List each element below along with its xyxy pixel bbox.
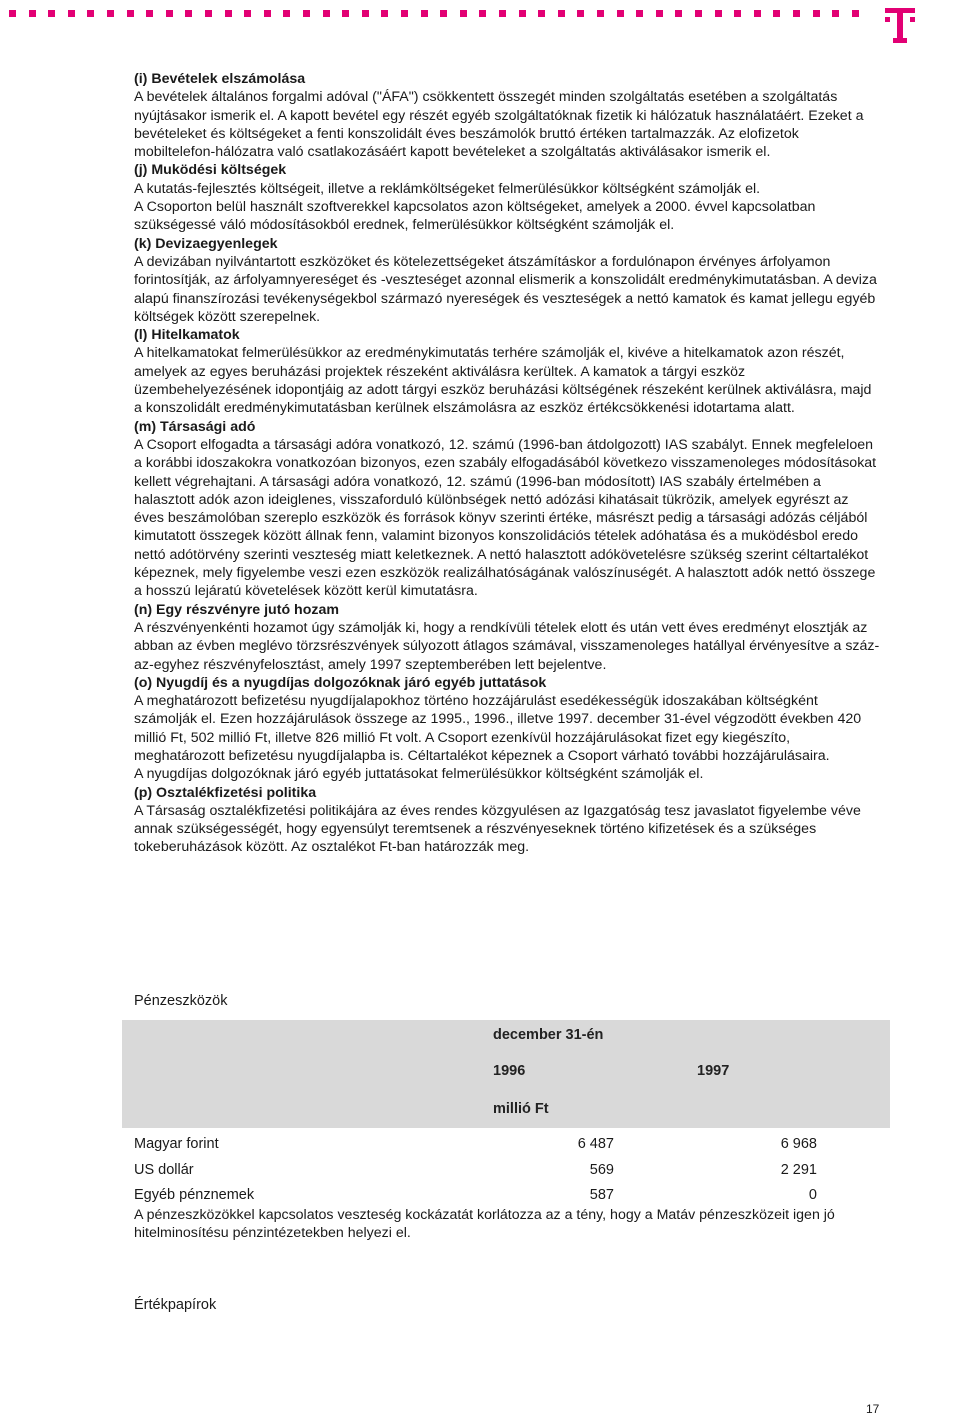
header-dot <box>656 10 663 17</box>
table-row <box>122 1132 890 1158</box>
section-heading: (m) Társasági adó <box>134 418 256 435</box>
row-1996: 569 <box>589 1161 614 1178</box>
cash-table-label: Pénzeszközök <box>134 993 228 1009</box>
row-1996: 587 <box>589 1187 614 1203</box>
section-paragraph: A Csoport elfogadta a társasági adóra vonatkozó, 12. számú (1996-ban átdolgozott) IAS szabályt. Ennek megfeleloen a korábbi idoszakokra vonatkozóan bizonyos, ezen szabály elfogadásából következo visszamenoleges módosításokat kellett végrehajtani. A társasági adóra vonatkozó, 12. számú (1996-ban módosított) IAS szabály értelmében a halasztott adók azon ideiglenes, visszaforduló különbségek nettó adózási kihatásait tükrözik, amelyek egyrészt az éves beszámolóban szereplo eszközök és források könyv szerinti értéke, másrészt pedig a társasági adózás céljából kimutatott összegek között állnak fenn, valamint bizonyos konszolidációs tételek adóhatása és a muködésbol eredo nettó adótörvény szerinti veszteség miatt keletkeznek. A nettó halasztott adókövetelésre szükség szerint céltartalékot képeznek, mely figyelembe veszi ezen eszközök realizálhatóságának valószínuségét. A halasztott adók nettó összege a hosszú lejáratú követelések között kerül kimutatásra. <box>134 436 877 600</box>
header-dot <box>166 10 173 17</box>
header-dot <box>636 10 643 17</box>
section-paragraph: A kutatás-fejlesztés költségeit, illetve a reklámköltségeket felmerülésükkor költségként számolják el. <box>134 180 761 197</box>
policies-text <box>134 70 882 857</box>
header-dot <box>323 10 330 17</box>
header-dot <box>381 10 388 17</box>
header-date: december 31-én <box>493 1027 604 1043</box>
header-dot <box>264 10 271 17</box>
header-dot <box>29 10 36 17</box>
header-dot <box>832 10 839 17</box>
header-dot <box>617 10 624 17</box>
header-dot <box>421 10 428 17</box>
header-dot <box>675 10 682 17</box>
header-dot <box>793 10 800 17</box>
header-dot <box>538 10 545 17</box>
header-dot-line <box>0 10 875 22</box>
header-dot <box>558 10 565 17</box>
section-heading: (l) Hitelkamatok <box>134 327 240 344</box>
header-dot <box>695 10 702 17</box>
header-dot <box>401 10 408 17</box>
header-dot <box>734 10 741 17</box>
header-1996: 1996 <box>493 1063 526 1079</box>
section-paragraph: A Társaság osztalékfizetési politikájára az éves rendes közgyulésen az Igazgatóság tesz javaslatot figyelembe véve annak szükségességét, hogy egyensúlyt teremtsenek a részvényeseknek történo kifizetések és a szükséges tokeberuházások között. Az osztalékot Ft-ban határozzák meg. <box>134 802 861 856</box>
header-dot <box>48 10 55 17</box>
section-heading: (k) Devizaegyenlegek <box>134 235 278 252</box>
section-paragraph: A nyugdíjas dolgozóknak járó egyéb juttatásokat felmerülésükkor költségként számolják el. <box>134 766 704 783</box>
section-paragraph: A bevételek általános forgalmi adóval ("ÁFA") csökkentett összegét minden szolgáltatás esetében a szolgáltatás nyújtásakor ismerik el. A kapott bevétel egy részét egyéb szolgáltatóknak fizetik ki hálózatuk használatáért. Ezeket a bevételeket és költségeket a fenti konszolidált éves beszámolók bruttó értéken tartalmazzák. Az elofizetok mobiltelefon-hálózatra való csatlakozásáért kapott bevételeket a szolgáltatás aktiválásakor ismerik el. <box>134 89 864 161</box>
header-dot <box>185 10 192 17</box>
section-paragraph: A meghatározott befizetésu nyugdíjalapokhoz történo hozzájárulást esedékességük idoszakában költségként számolják el. Ezen hozzájárulások összege az 1995., 1996., illetve 1997. december 31-ével végzodött években 420 millió Ft, 502 millió Ft, illetve 826 millió Ft volt. A Csoport ezenkívül hozzájárulásokat fizet egy kiegészíto, meghatározott befizetésu nyugdíjalapba is. Céltartalékot képeznek a Csoport várható további hozzájárulásaira. <box>134 693 862 764</box>
row-name: Magyar forint <box>134 1136 219 1152</box>
section-paragraph: A hitelkamatokat felmerülésükkor az eredménykimutatás terhére számolják el, kivéve a hitelkamatok azon részét, amelyek az egyes beruházási projektek részeként aktiválásra kerültek. A kamatok a tárgyi eszköz üzembehelyezésének idopontjáig az adott tárgyi eszköz beruházási költségének részeként kerülnek aktiválásra, majd a konszolidált eredménykimutatásban kerülnek elszámolásra az eszköz értékcsökkenési idotartama alatt. <box>134 345 872 417</box>
header-dot <box>440 10 447 17</box>
row-name: Egyéb pénznemek <box>134 1187 255 1203</box>
header-1997: 1997 <box>697 1063 730 1079</box>
header-dot <box>225 10 232 17</box>
header-dot <box>244 10 251 17</box>
header-unit: millió Ft <box>493 1101 549 1117</box>
cash-table <box>122 1020 890 1209</box>
header-dot <box>479 10 486 17</box>
header-dot <box>68 10 75 17</box>
header-dot <box>813 10 820 17</box>
header-dot <box>107 10 114 17</box>
table-row <box>122 1183 890 1209</box>
securities-label: Értékpapírok <box>134 1297 217 1313</box>
header-dot <box>597 10 604 17</box>
header-dot <box>715 10 722 17</box>
section-heading: (p) Osztalékfizetési politika <box>134 784 317 801</box>
section-heading: (i) Bevételek elszámolása <box>134 71 306 87</box>
header-dot <box>205 10 212 17</box>
header-dot <box>754 10 761 17</box>
header-dot <box>362 10 369 17</box>
cash-table-note: A pénzeszközökkel kapcsolatos veszteség kockázatát korlátozza az a tény, hogy a Matáv pénzeszközeit igen jó hitelminosítésu pénzintézetekben helyezi el. <box>134 1207 835 1242</box>
header-dot <box>283 10 290 17</box>
header-dot <box>460 10 467 17</box>
row-name: US dollár <box>134 1161 194 1178</box>
header-dot <box>342 10 349 17</box>
header-dot <box>577 10 584 17</box>
header-dot <box>9 10 16 17</box>
row-1997: 0 <box>808 1187 817 1203</box>
cash-table-header <box>122 1020 890 1128</box>
header-dot <box>773 10 780 17</box>
section-heading: (n) Egy részvényre jutó hozam <box>134 601 339 618</box>
header-dot <box>852 10 859 17</box>
telekom-t-logo-icon <box>885 4 915 44</box>
page-number: 17 <box>866 1402 880 1416</box>
row-1997: 2 291 <box>780 1161 817 1178</box>
header-dot <box>87 10 94 17</box>
table-row <box>122 1158 890 1184</box>
row-1997: 6 968 <box>780 1136 817 1152</box>
header-dot <box>303 10 310 17</box>
section-paragraph: A részvényenkénti hozamot úgy számolják ki, hogy a rendkívüli tételek elott és után vett éves eredményt elosztják az abban az évben meglévo törzsrészvények súlyozott átlagos számával, visszamenoleges hatállyal érvényesítve a száz-az-egyhez részvényfelosztást, amely 1997 szeptemberében lett bejelentve. <box>134 619 880 673</box>
header-dot <box>499 10 506 17</box>
section-paragraph: A Csoporton belül használt szoftverekkel kapcsolatos azon költségeket, amelyek a 2000. évvel kapcsolatban szükségessé váló módosításokból erednek, felmerülésükkor költségként számolják el. <box>134 199 816 234</box>
header-dot <box>127 10 134 17</box>
header-dot <box>519 10 526 17</box>
section-heading: (o) Nyugdíj és a nyugdíjas dolgozóknak járó egyéb juttatások <box>134 674 547 691</box>
row-1996: 6 487 <box>577 1136 614 1152</box>
section-heading: (j) Muködési költségek <box>134 162 287 179</box>
header-dot <box>146 10 153 17</box>
section-paragraph: A devizában nyilvántartott eszközöket és kötelezettségeket átszámításkor a fordulónapon érvényes árfolyamon forintosítják, az árfolyamnyereséget és -veszteséget azonnal elismerik a konszolidált eredménykimutatásban. A deviza alapú finanszírozási tevékenységekbol származó nyereségek és veszteségek a nettó kamatok és kamat jellegu egyéb költségek között szerepelnek. <box>134 253 877 325</box>
